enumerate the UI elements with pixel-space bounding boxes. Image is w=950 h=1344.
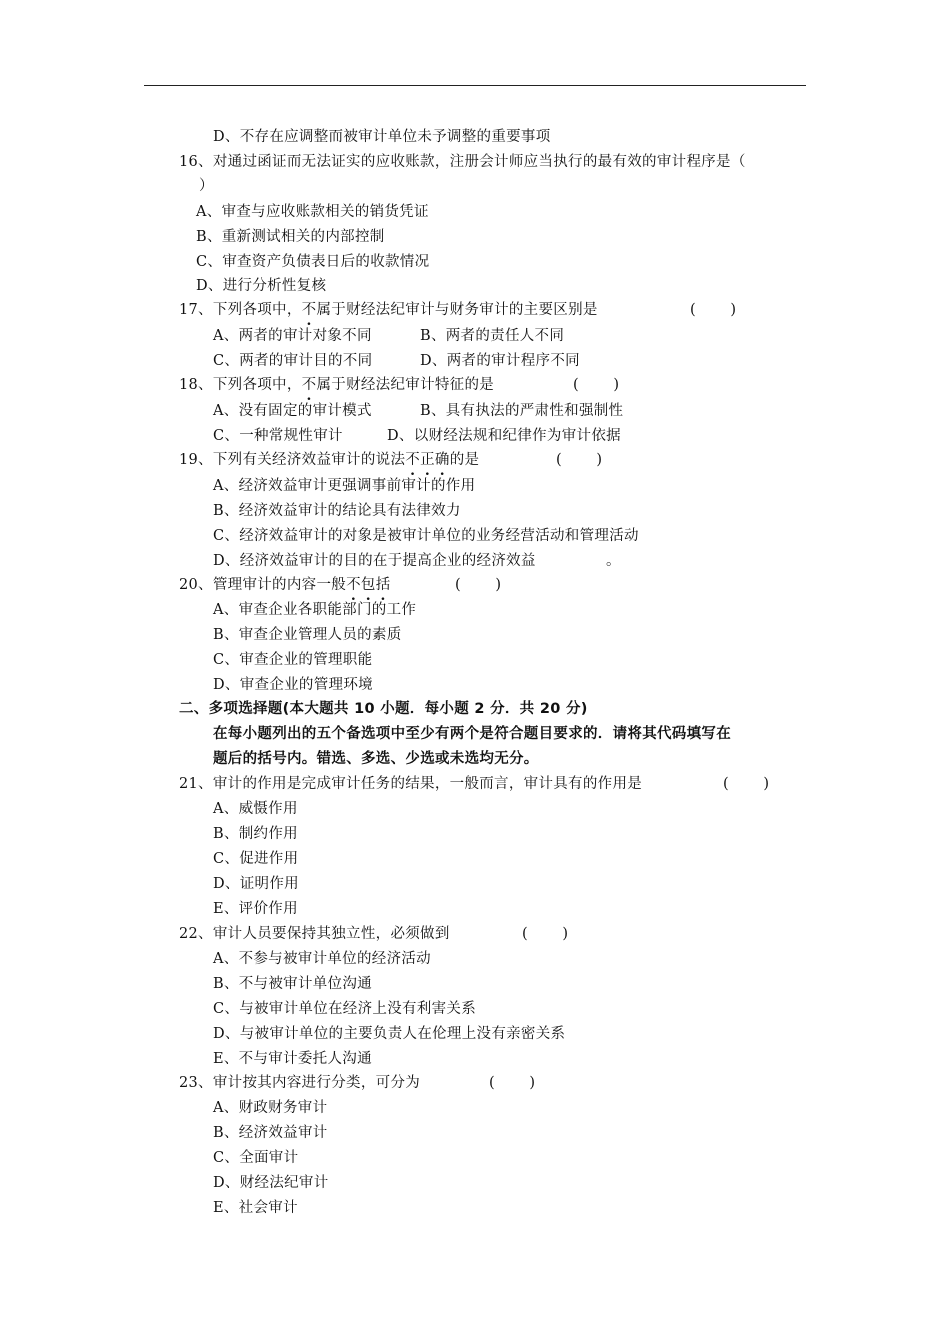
q21-answer-blank: ( ): [723, 776, 770, 792]
q19-option-a: A、经济效益审计更强调事前审计的作用: [213, 478, 476, 494]
q20-option-a: A、审查企业各职能部门的工作: [213, 602, 417, 618]
q23-option-d: D、财经法纪审计: [213, 1175, 329, 1191]
section2-instructions-line1: 在每小题列出的五个备选项中至少有两个是符合题目要求的．请将其代码填写在: [213, 726, 731, 742]
q18-option-b: B、具有执法的严肃性和强制性: [420, 403, 624, 419]
q18-stem: [179, 375, 494, 395]
q20-emphasis-1: 不: [346, 577, 361, 593]
q19-emphasis-3: 确: [434, 452, 450, 468]
q23-option-b: B、经济效益审计: [213, 1125, 328, 1141]
q22-option-a: A、不参与被审计单位的经济活动: [213, 951, 431, 967]
q23-option-a: A、财政财务审计: [213, 1100, 328, 1116]
q17-emphasis: 不: [301, 302, 317, 318]
q17-option-a: A、两者的审计对象不同: [213, 328, 372, 344]
q18-answer-blank: ( ): [573, 377, 620, 393]
q19-answer-blank: ( ): [556, 452, 603, 468]
q19-option-d: D、经济效益审计的目的在于提高企业的经济效益: [213, 553, 536, 569]
q22-option-e: E、不与审计委托人沟通: [213, 1051, 372, 1067]
q19-stem-pre: 19、下列有关经济效益审计的说法: [179, 452, 406, 468]
q23-option-c: C、全面审计: [213, 1150, 299, 1166]
q16-option-b: B、重新测试相关的内部控制: [196, 229, 385, 245]
q22-option-c: C、与被审计单位在经济上没有利害关系: [213, 1001, 476, 1017]
q21-option-b: B、制约作用: [213, 826, 298, 842]
q18-stem-post: 属于财经法纪审计特征的是: [316, 377, 495, 393]
q16-stem-cont: ）: [199, 178, 214, 194]
q18-option-a: A、没有固定的审计模式: [213, 403, 372, 419]
q16-option-a: A、审查与应收账款相关的销货凭证: [196, 204, 429, 220]
q23-stem: 23、审计按其内容进行分类，可分为: [179, 1075, 421, 1091]
q18-option-c: C、一种常规性审计: [213, 428, 343, 444]
q17-answer-blank: ( ): [690, 302, 737, 318]
q20-option-b: B、审查企业管理人员的素质: [213, 627, 402, 643]
q19-emphasis-1: 不: [405, 452, 421, 468]
q22-stem: 22、审计人员要保持其独立性，必须做到: [179, 926, 450, 942]
q17-stem-post: 属于财经法纪审计与财务审计的主要区别是: [316, 302, 598, 318]
q21-option-a: A、威慑作用: [213, 801, 298, 817]
q16-option-c: C、审查资产负债表日后的收款情况: [196, 254, 430, 270]
q18-emphasis: 不: [301, 377, 317, 393]
q17-stem: [179, 300, 598, 320]
q17-option-d: D、两者的审计程序不同: [420, 353, 580, 369]
q20-stem-pre: 20、管理审计的内容一般: [179, 577, 347, 593]
q23-answer-blank: ( ): [489, 1075, 536, 1091]
q20-emphasis-3: 括: [375, 577, 391, 593]
section2-instructions-line2: 题后的括号内。错选、多选、少选或未选均无分。: [213, 751, 539, 767]
q20-stem: [179, 575, 391, 595]
q19-emphasis-2: 正: [420, 452, 435, 468]
q22-answer-blank: ( ): [522, 926, 569, 942]
q17-option-b: B、两者的责任人不同: [420, 328, 565, 344]
header-rule: [144, 85, 806, 86]
q19-option-b: B、经济效益审计的结论具有法律效力: [213, 503, 461, 519]
q21-option-c: C、促进作用: [213, 851, 299, 867]
q19-stem: [179, 450, 479, 470]
q18-stem-pre: 18、下列各项中，: [179, 377, 302, 393]
q20-option-c: C、审查企业的管理职能: [213, 652, 373, 668]
q19-option-d-end: 。: [606, 553, 621, 569]
q21-option-e: E、评价作用: [213, 901, 298, 917]
section2-title: 二、多项选择题(本大题共 10 小题．每小题 2 分．共 20 分): [179, 701, 588, 717]
q15-option-d: D、不存在应调整而被审计单位未予调整的重要事项: [213, 129, 551, 145]
q21-stem: 21、审计的作用是完成审计任务的结果，一般而言，审计具有的作用是: [179, 776, 643, 792]
q20-option-d: D、审查企业的管理环境: [213, 677, 373, 693]
q20-answer-blank: ( ): [455, 577, 502, 593]
q19-stem-post: 的是: [449, 452, 480, 468]
q19-option-c: C、经济效益审计的对象是被审计单位的业务经营活动和管理活动: [213, 528, 639, 544]
q20-emphasis-2: 包: [360, 577, 376, 593]
q23-option-e: E、社会审计: [213, 1200, 298, 1216]
q16-option-d: D、进行分析性复核: [196, 278, 327, 294]
q21-option-d: D、证明作用: [213, 876, 299, 892]
q22-option-d: D、与被审计单位的主要负责人在伦理上没有亲密关系: [213, 1026, 566, 1042]
q17-option-c: C、两者的审计目的不同: [213, 353, 373, 369]
q22-option-b: B、不与被审计单位沟通: [213, 976, 372, 992]
q18-option-d: D、以财经法规和纪律作为审计依据: [387, 428, 621, 444]
q16-stem: 16、对通过函证而无法证实的应收账款，注册会计师应当执行的最有效的审计程序是（: [179, 154, 746, 170]
q17-stem-pre: 17、下列各项中，: [179, 302, 302, 318]
